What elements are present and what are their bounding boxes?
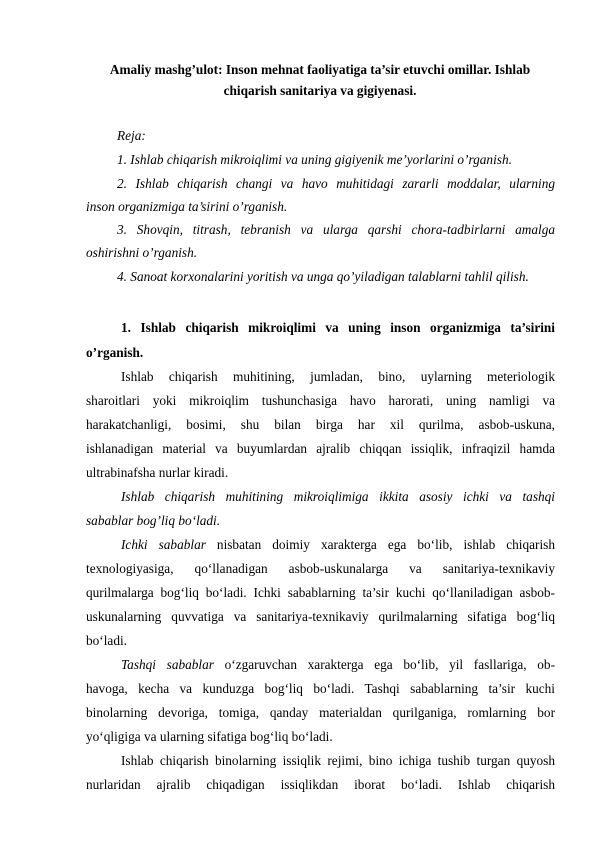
p1-line-3: harakatchanligi, bosimi, shu bilan birga har xil qurilma, asbob-uskuna, [86, 417, 555, 432]
plan-item-2b: inson organizmiga ta’sirini o’rganish. [86, 199, 288, 214]
title-line-1: Amaliy mashg’ulot: Inson mehnat faoliyatiga ta’sir etuvchi omillar. Ishlab [109, 62, 531, 77]
term-ichki-sabablar: Ichki sabablar [121, 537, 206, 552]
p1-line-5: ultrabinafsha nurlar kiradi. [86, 465, 229, 480]
p3-line-3: qurilmalarga bog‘liq bo‘ladi. Ichki sabablarning ta’sir kuchi qo‘llaniladigan asbob- [86, 585, 555, 600]
p1-line-1: Ishlab chiqarish muhitining, jumladan, bino, uylarning meteriologik [121, 369, 555, 384]
p2-line-1: Ishlab chiqarish muhitining mikroiqlimiga ikkita asosiy ichki va tashqi [121, 489, 555, 504]
p3-line-4: uskunalarning quvvatiga va sanitariya-texnikaviy qurilmalarning sifatiga bog‘liq [86, 609, 555, 624]
plan-item-3a: 3. Shovqin, titrash, tebranish va ularga qarshi chora-tadbirlarni amalga [117, 222, 555, 237]
p3-line-2: texnologiyasiga, qo‘llanadigan asbob-uskunalarga va sanitariya-texnikaviy [86, 561, 555, 576]
title-line-2: chiqarish sanitariya va gigiyenasi. [223, 83, 417, 98]
p4-line-1 [121, 657, 555, 673]
plan-item-1: 1. Ishlab chiqarish mikroiqlimi va uning gigiyenik me’yorlarini o’rganish. [117, 152, 512, 167]
plan-heading: Reja: [117, 128, 146, 143]
p4-line-2: havoga, kecha va kunduzga bog‘liq bo‘ladi. Tashqi sabablarning ta’sir kuchi [86, 681, 555, 696]
p3-line-1-rest: nisbatan doimiy xarakterga ega bo‘lib, ishlab chiqarish [205, 537, 555, 552]
section-heading-a: 1. Ishlab chiqarish mikroiqlimi va uning inson organizmiga ta’sirini [121, 320, 555, 335]
p4-line-4: yo‘qligiga va ularning sifatiga bog‘liq bo‘ladi. [86, 729, 333, 744]
p1-line-2: sharoitlari yoki mikroiqlim tushunchasiga havo harorati, uning namligi va [86, 393, 555, 408]
section-heading-b: o’rganish. [86, 345, 144, 360]
p2-line-2: sabablar bog’liq bo‘ladi. [86, 513, 221, 528]
plan-item-3b: oshirishni o’rganish. [86, 245, 198, 260]
p3-line-1 [121, 537, 555, 553]
plan-item-4: 4. Sanoat korxonalarini yoritish va unga qo’yiladigan talablarni tahlil qilish. [117, 269, 529, 284]
p5-line-1: Ishlab chiqarish binolarning issiqlik rejimi, bino ichiga tushib turgan quyosh [121, 753, 555, 768]
p1-line-4: ishlanadigan material va buyumlardan ajralib chiqqan issiqlik, infraqizil hamda [86, 441, 555, 456]
p4-line-3: binolarning devoriga, tomiga, qanday materialdan qurilganiga, romlarning bor [86, 705, 555, 720]
plan-item-2a: 2. Ishlab chiqarish changi va havo muhitidagi zararli moddalar, ularning [117, 176, 555, 191]
p4-line-1-rest: o‘zgaruvchan xarakterga ega bo‘lib, yil fasllariga, ob- [213, 657, 555, 672]
term-tashqi-sabablar: Tashqi sabablar [121, 657, 214, 672]
p3-line-5: bo‘ladi. [86, 633, 127, 648]
p5-line-2: nurlaridan ajralib chiqadigan issiqlikdan iborat bo‘ladi. Ishlab chiqarish [86, 777, 555, 792]
